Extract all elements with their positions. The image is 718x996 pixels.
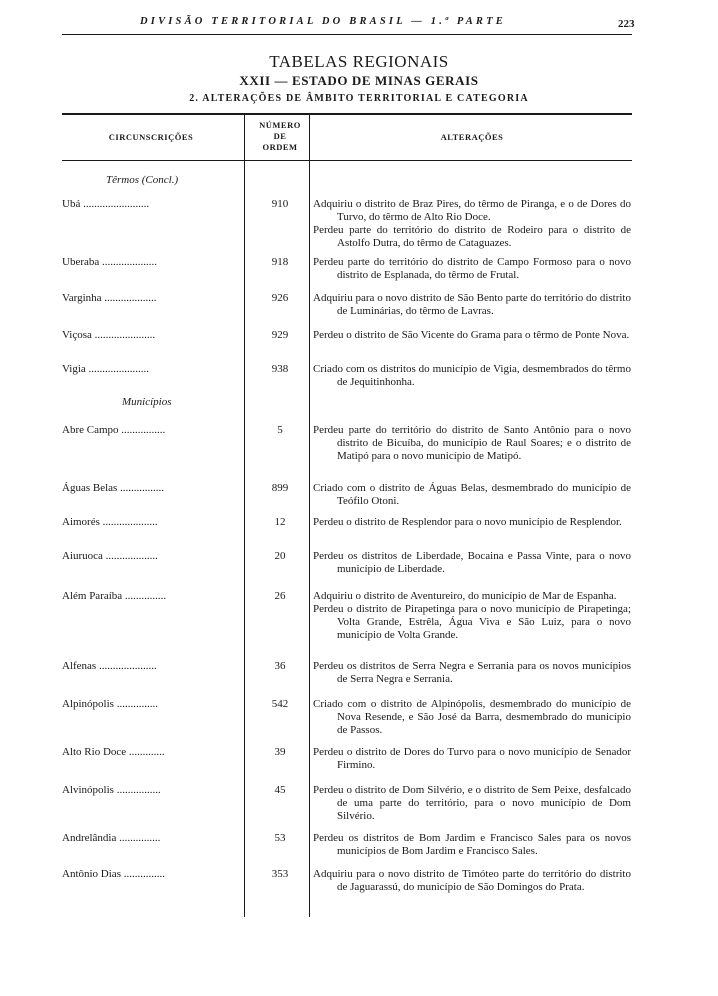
numero-de-ordem: 5 bbox=[277, 424, 283, 436]
alteracao-text: Adquiriu o distrito de Braz Pires, do têrmo de Piranga, e o de Dores do Turvo, do têrmo de Alto Rio Doce. bbox=[313, 198, 631, 223]
numero-de-ordem: 45 bbox=[274, 784, 286, 796]
alteracoes-cell bbox=[313, 832, 631, 858]
alteracoes-cell bbox=[313, 590, 631, 642]
numero-de-ordem: 353 bbox=[271, 868, 289, 880]
alteracao-text: Perdeu os distritos de Serra Negra e Serrania para os novos municípios de Serra Negra e Serrania. bbox=[313, 660, 631, 685]
alteracoes-cell bbox=[313, 516, 631, 529]
alteracao-text: Criado com o distrito de Águas Belas, desmembrado do município de Teófilo Otoni. bbox=[313, 482, 631, 507]
alteracoes-cell bbox=[313, 363, 631, 389]
alteracao-text: Perdeu o distrito de Resplendor para o novo município de Resplendor. bbox=[313, 516, 622, 528]
circunscricao-name: Aimorés .................... bbox=[62, 516, 158, 528]
alteracao-text: Perdeu os distritos de Bom Jardim e Francisco Sales para os novos municípios de Bom Jardim e Francisco Sales. bbox=[313, 832, 631, 857]
alteracao-text: Perdeu o distrito de Dores do Turvo para o novo município de Senador Firmino. bbox=[313, 746, 631, 771]
alteracao-text: Adquiriu o distrito de Aventureiro, do município de Mar de Espanha. bbox=[313, 590, 617, 602]
table-top-rule bbox=[62, 113, 632, 115]
circunscricao-name: Alfenas ..................... bbox=[62, 660, 157, 672]
alteracao-text: Perdeu o distrito de São Vicente do Grama para o têrmo de Ponte Nova. bbox=[313, 329, 630, 341]
column-header-numero bbox=[245, 120, 315, 153]
numero-de-ordem: 20 bbox=[274, 550, 286, 562]
alteracoes-cell bbox=[313, 424, 631, 463]
numero-de-ordem: 53 bbox=[274, 832, 286, 844]
circunscricao-name: Alto Rio Doce ............. bbox=[62, 746, 165, 758]
numero-de-ordem: 918 bbox=[271, 256, 289, 268]
running-header: DIVISÃO TERRITORIAL DO BRASIL — 1.ª PARTE bbox=[140, 16, 506, 27]
numero-de-ordem: 36 bbox=[274, 660, 286, 672]
alteracoes-cell bbox=[313, 329, 631, 342]
section-termos: Têrmos (Concl.) bbox=[106, 174, 179, 186]
alteracao-text: Adquiriu para o novo distrito de Timóteo parte do território do distrito de Jaguarassú, do município de São Domingos do Prata. bbox=[313, 868, 631, 893]
main-title: TABELAS REGIONAIS bbox=[269, 52, 449, 71]
alteracoes-cell bbox=[313, 550, 631, 576]
numero-line-3: ORDEM bbox=[262, 142, 298, 152]
circunscricao-name: Vigia ...................... bbox=[62, 363, 150, 375]
circunscricao-name: Viçosa ...................... bbox=[62, 329, 156, 341]
alteracao-text: Criado com o distrito de Alpinópolis, desmembrado do município de Nova Resende, e São José da Barra, desmembrado do município de Passos. bbox=[313, 698, 631, 736]
circunscricao-name: Alvinópolis ................ bbox=[62, 784, 161, 796]
circunscricao-name: Além Paraíba ............... bbox=[62, 590, 167, 602]
numero-de-ordem: 910 bbox=[271, 198, 289, 210]
alteracoes-cell bbox=[313, 482, 631, 508]
header-bottom-rule bbox=[62, 160, 632, 161]
numero-line-2: DE bbox=[273, 131, 287, 141]
circunscricao-name: Antônio Dias ............... bbox=[62, 868, 165, 880]
circunscricao-name: Uberaba .................... bbox=[62, 256, 158, 268]
alteracoes-cell bbox=[313, 292, 631, 318]
alteracao-text: Perdeu o distrito de Dom Silvério, e o distrito de Sem Peixe, desfalcado de uma parte do território, para o novo município de Dom Silvério. bbox=[313, 784, 631, 822]
numero-line-1: NÚMERO bbox=[259, 120, 301, 130]
section-municipios: Municípios bbox=[122, 396, 172, 408]
alteracao-text: Perdeu o distrito de Pirapetinga para o novo município de Pirapetinga; Volta Grande, Estrêla, Água Viva e São Luiz, para o novo município de Volta Grande. bbox=[313, 603, 631, 641]
section-title: 2. ALTERAÇÕES DE ÂMBITO TERRITORIAL E CATEGORIA bbox=[189, 93, 529, 104]
alteracoes-cell bbox=[313, 868, 631, 894]
alteracoes-cell bbox=[313, 784, 631, 823]
alteracoes-cell bbox=[313, 746, 631, 772]
alteracoes-cell bbox=[313, 256, 631, 282]
circunscricao-name: Águas Belas ................ bbox=[62, 482, 165, 494]
alteracoes-cell bbox=[313, 660, 631, 686]
alteracoes-cell bbox=[313, 698, 631, 737]
numero-de-ordem: 899 bbox=[271, 482, 289, 494]
alteracao-text: Criado com os distritos do município de Vigia, desmembrados do têrmo de Jequitinhonha. bbox=[313, 363, 631, 388]
alteracao-text: Perdeu parte do território do distrito de Santo Antônio para o novo distrito de Bicuíba, do município de Raul Soares; e o distrito de Matipó para o novo município de Matipó. bbox=[313, 424, 631, 462]
numero-de-ordem: 542 bbox=[271, 698, 289, 710]
alteracoes-cell bbox=[313, 198, 631, 250]
numero-de-ordem: 12 bbox=[274, 516, 286, 528]
alteracao-text: Perdeu parte do território do distrito de Rodeiro para o distrito de Astolfo Dutra, do têrmo de Cataguazes. bbox=[313, 224, 631, 249]
numero-de-ordem: 39 bbox=[274, 746, 286, 758]
state-title: XXII — ESTADO DE MINAS GERAIS bbox=[239, 73, 479, 88]
circunscricao-name: Varginha ................... bbox=[62, 292, 157, 304]
alteracao-text: Perdeu parte do território do distrito de Campo Formoso para o novo distrito de Esplanada, do têrmo de Frutal. bbox=[313, 256, 631, 281]
numero-de-ordem: 926 bbox=[271, 292, 289, 304]
header-rule bbox=[62, 34, 632, 35]
page-number: 223 bbox=[618, 18, 635, 30]
circunscricao-name: Ubá ........................ bbox=[62, 198, 150, 210]
circunscricao-name: Aiuruoca ................... bbox=[62, 550, 158, 562]
circunscricao-name: Abre Campo ................ bbox=[62, 424, 166, 436]
numero-de-ordem: 26 bbox=[274, 590, 286, 602]
numero-de-ordem: 938 bbox=[271, 363, 289, 375]
circunscricao-name: Alpinópolis ............... bbox=[62, 698, 158, 710]
alteracao-text: Perdeu os distritos de Liberdade, Bocaina e Passa Vinte, para o novo município de Liberdade. bbox=[313, 550, 631, 575]
column-header-alteracoes: ALTERAÇÕES bbox=[440, 132, 504, 142]
alteracao-text: Adquiriu para o novo distrito de São Bento parte do território do distrito de Luminárias, do têrmo de Lavras. bbox=[313, 292, 631, 317]
numero-de-ordem: 929 bbox=[271, 329, 289, 341]
column-header-circunscricoes: CIRCUNSCRIÇÕES bbox=[108, 132, 194, 142]
circunscricao-name: Andrelândia ............... bbox=[62, 832, 161, 844]
